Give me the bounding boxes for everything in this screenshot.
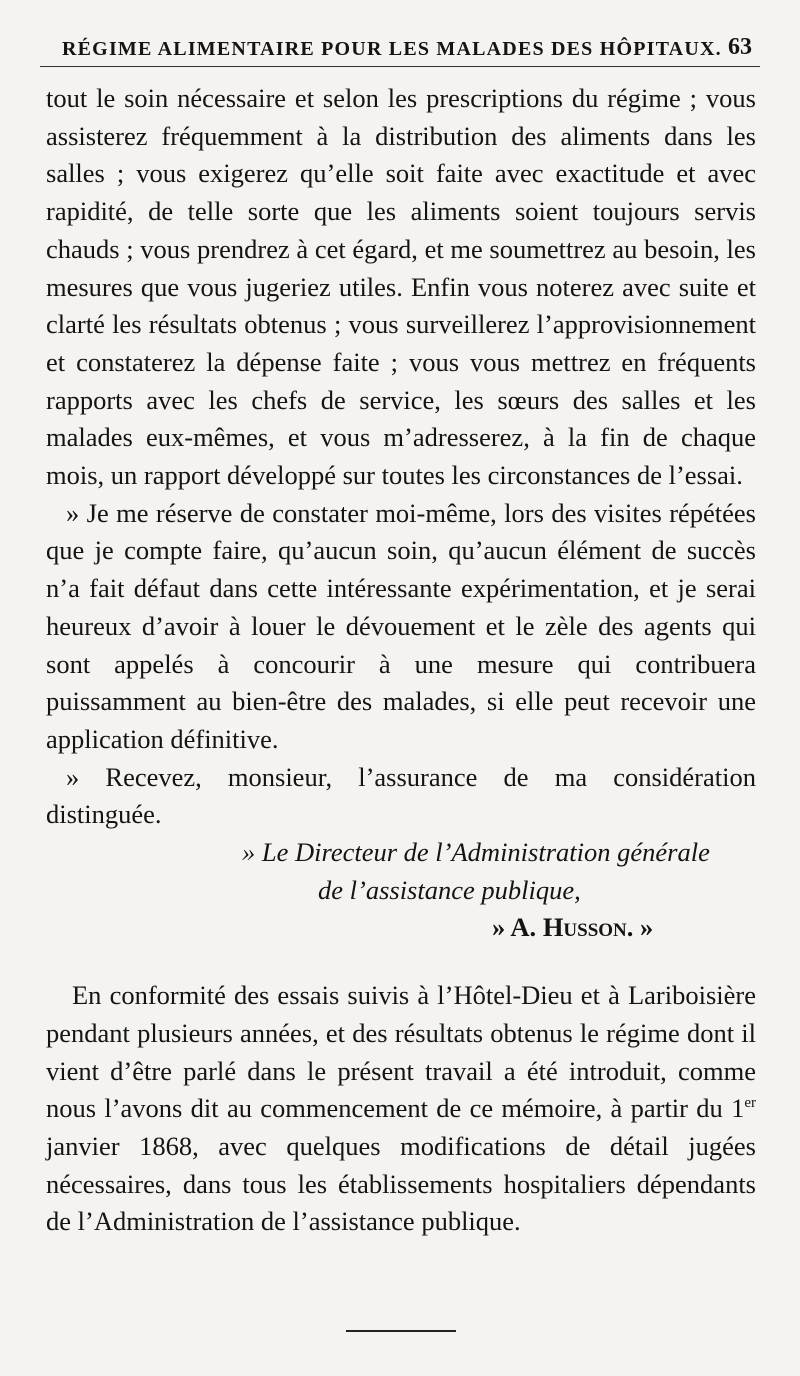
page-number: 63 (728, 34, 752, 60)
signature-suffix: . » (626, 912, 654, 943)
signature-title-line-2: de l’assistance publique, (318, 874, 581, 905)
section-end-rule (346, 1330, 456, 1332)
closing-text-part-2: janvier 1868, avec quelques modifications de détail jugées nécessaires, dans tous les établissements hospitaliers dépendants de l’Administration de l’assistance publique. (46, 1130, 756, 1237)
signature-surname: Husson (542, 912, 627, 943)
letter-paragraph-1: tout le soin nécessaire et selon les prescriptions du régime ; vous assisterez fréquemment à la distribution des aliments dans les salles ; vous exigerez qu’elle soit faite avec exactitude et avec rapidité, de telle sorte que les aliments soient toujours servis chauds ; vous prendrez à cet égard, et me soumettrez au besoin, les mesures que vous jugeriez utiles. Enfin vous noterez avec suite et clarté les résultats obtenus ; vous surveillerez l’approvisionnement et constaterez la dépense faite ; vous vous mettrez en fréquents rapports avec les chefs de service, les sœurs des salles et les malades eux-mêmes, et vous m’adresserez, à la fin de chaque mois, un rapport développé sur toutes les circonstances de l’essai. (46, 83, 756, 491)
letter-paragraph-3: » Recevez, monsieur, l’assurance de ma considération distinguée. (46, 761, 756, 830)
letter-paragraph-2: » Je me réserve de constater moi-même, lors des visites répétées que je compte faire, qu’aucun soin, qu’aucun élément de succès n’a fait défaut dans cette intéressante expérimentation, et je serai heureux d’avoir à louer le dévouement et le zèle des agents qui sont appelés à concourir à une mesure qui contribuera puissamment au bien-être des malades, si elle peut recevoir une application définitive. (46, 497, 756, 754)
signature-prefix: » A. (492, 912, 543, 943)
body-text (46, 80, 756, 1241)
page-header (40, 30, 760, 67)
ordinal-superscript: er (744, 1095, 756, 1112)
running-title: RÉGIME ALIMENTAIRE POUR LES MALADES DES HÔPITAUX. (62, 38, 722, 60)
paragraph-spacer (46, 947, 756, 977)
closing-text-part-1: En conformité des essais suivis à l’Hôtel-Dieu et à Lariboisière pendant plusieurs années, et des résultats obtenus le régime dont il vient d’être parlé dans le présent travail a été introduit, comme nous l’avons dit au commencement de ce mémoire, à partir du 1 (46, 980, 756, 1124)
signature-name (46, 909, 756, 947)
closing-paragraph (46, 977, 756, 1241)
signature-title-line-1: » Le Directeur de l’Administration générale (242, 837, 710, 868)
